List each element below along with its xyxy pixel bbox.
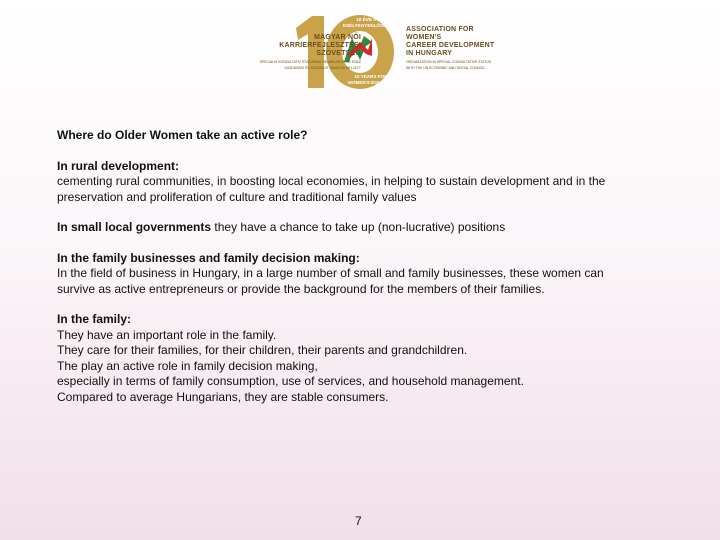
section-family-businesses bbox=[57, 251, 657, 298]
section-local-governments bbox=[57, 220, 657, 236]
logo-top-caption: 10 ÉVE A NŐI ESÉLYEGYENLŐSÉGÉRT bbox=[343, 17, 399, 28]
section-rural-development bbox=[57, 159, 657, 206]
organization-logo bbox=[256, 12, 496, 90]
section-family bbox=[57, 312, 657, 405]
page-number: 7 bbox=[355, 514, 362, 528]
section-line: preservation and proliferation of culture and traditional family values bbox=[57, 189, 417, 204]
section-line: They have an important role in the family. bbox=[57, 327, 277, 342]
section-line bbox=[57, 220, 657, 236]
logo-hungarian-name: MAGYAR NŐI KARRIERFEJLESZTÉSI SZÖVETSÉG SPECIÁLIS KONZULTATÍV STÁTUSSAL RENDELKEZIK AZ ENSZ GAZDASÁGI ÉS SZOCIÁLIS TANÁCSA MELLETT bbox=[259, 34, 361, 70]
section-heading: In small local governments bbox=[57, 220, 212, 234]
section-line: survive as active entrepreneurs or provide the background for the members of their families. bbox=[57, 281, 545, 296]
logo-bottom-caption: 10 YEARS FOR WOMEN'S EQUALITY bbox=[347, 74, 395, 85]
section-line: especially in terms of family consumption, use of services, and household management. bbox=[57, 374, 524, 388]
section-line: In the field of business in Hungary, in a large number of small and family businesses, these women can bbox=[57, 266, 604, 280]
section-heading: In the family businesses and family decision making: bbox=[57, 250, 360, 265]
section-inline-text: they have a chance to take up (non-lucrative) positions bbox=[211, 220, 506, 234]
section-line: cementing rural communities, in boosting local economies, in helping to sustain development and in the bbox=[57, 174, 606, 188]
slide-question: Where do Older Women take an active role? bbox=[57, 128, 308, 142]
section-heading: In the family: bbox=[57, 312, 132, 326]
section-line: Compared to average Hungarians, they are stable consumers. bbox=[57, 389, 389, 404]
section-line: The play an active role in family decision making, bbox=[57, 358, 318, 373]
section-line: They care for their families, for their children, their parents and grandchildren. bbox=[57, 343, 468, 357]
slide-content bbox=[57, 128, 657, 420]
section-heading: In rural development: bbox=[57, 158, 180, 173]
logo-english-name: ASSOCIATION FOR WOMEN'S CAREER DEVELOPMENT IN HUNGARY ORGANIZATION IN SPECIAL CONSULTATIVE STATUS WITH THE UN ECONOMIC AND SOCIAL COUNCIL bbox=[406, 26, 495, 70]
